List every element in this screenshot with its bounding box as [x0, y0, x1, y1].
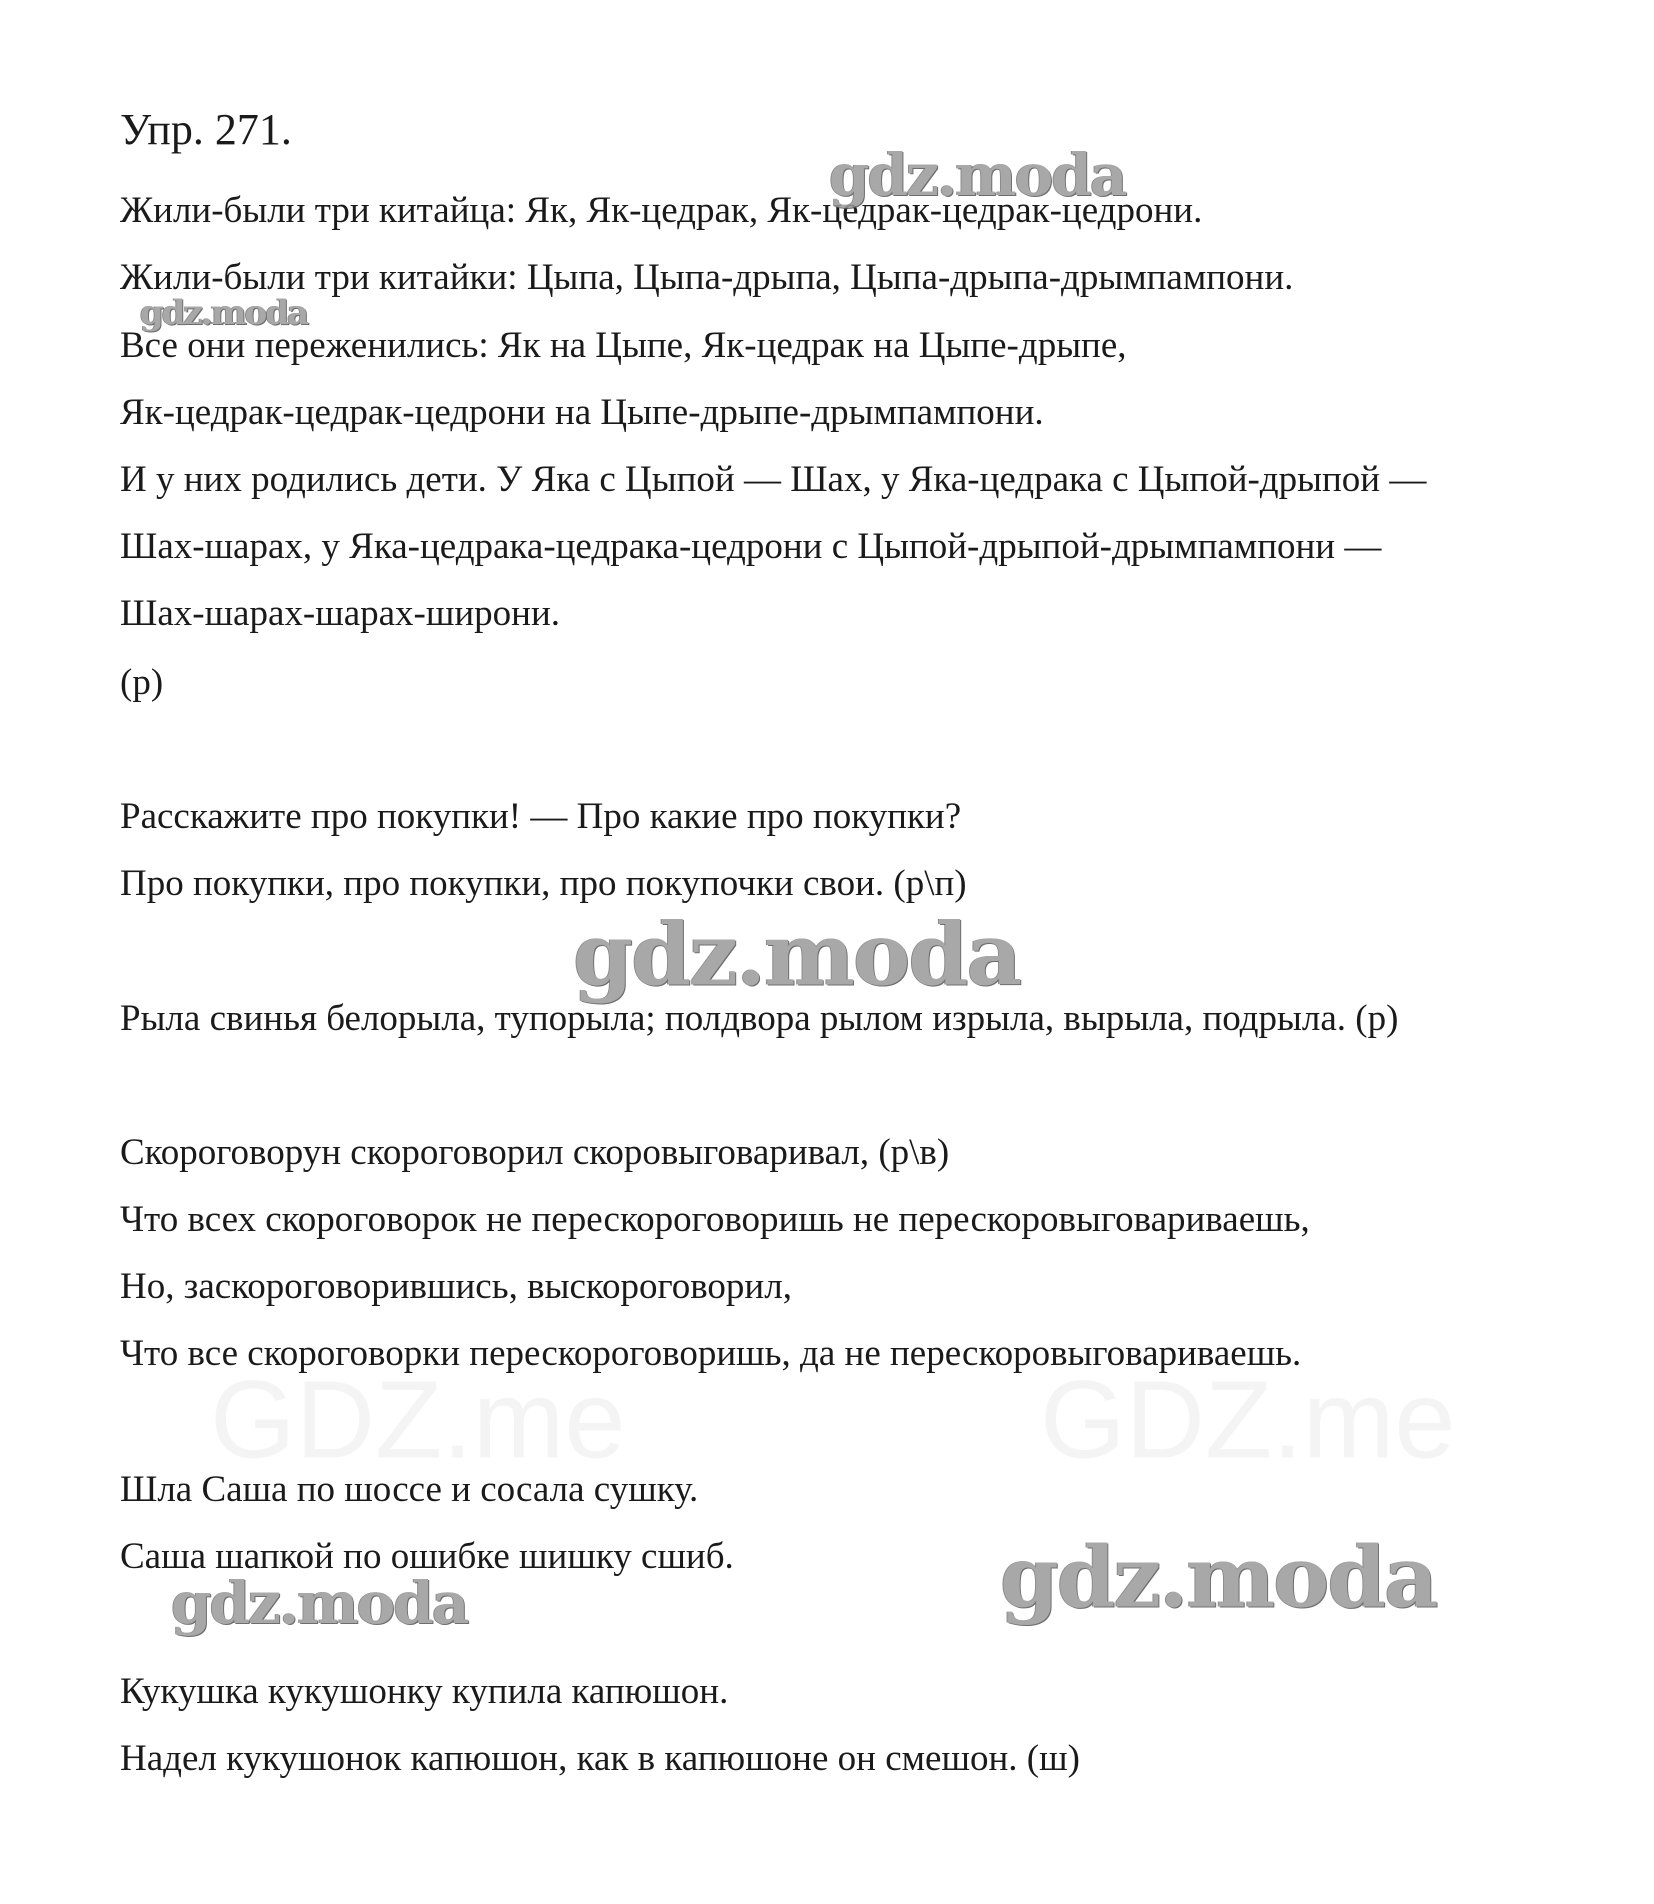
- text-line: Что все скороговорки перескороговоришь, да не перескоровыговариваешь.: [120, 1333, 1302, 1374]
- watermark: gdz.moda: [573, 904, 1021, 1006]
- text-line: Про покупки, про покупки, про покупочки свои. (р\п): [120, 863, 967, 904]
- watermark: gdz.moda: [829, 141, 1126, 209]
- text-line: Расскажите про покупки! — Про какие про покупки?: [120, 796, 962, 837]
- text-line: Но, заскороговорившись, выскороговорил,: [120, 1266, 792, 1307]
- text-line: Шах-шарах, у Яка-цедрака-цедрака-цедрони с Цыпой-дрыпой-дрымпампони —: [120, 526, 1382, 567]
- exercise-title: Упр. 271.: [120, 105, 292, 154]
- text-line: Кукушка кукушонку купила капюшон.: [120, 1671, 729, 1712]
- text-line: (р): [120, 662, 164, 703]
- text-line: Надел кукушонок капюшон, как в капюшоне он смешон. (ш): [120, 1738, 1080, 1779]
- text-line: Жили-были три китайки: Цыпа, Цыпа-дрыпа, Цыпа-дрыпа-дрымпампони.: [120, 257, 1294, 298]
- watermark: gdz.moda: [140, 293, 308, 333]
- text-line: Як-цедрак-цедрак-цедрони на Цыпе-дрыпе-дрымпампони.: [120, 392, 1044, 433]
- text-line: Шла Саша по шоссе и сосала сушку.: [120, 1469, 699, 1510]
- text-line: Саша шапкой по ошибке шишку сшиб.: [120, 1536, 734, 1577]
- text-line: Что всех скороговорок не перескороговоришь не перескоровыговариваешь,: [120, 1199, 1310, 1240]
- text-line: Жили-были три китайца: Як, Як-цедрак, Як-цедрак-цедрак-цедрони.: [120, 190, 1203, 231]
- ghost-watermark: GDZ.me: [1040, 1358, 1456, 1482]
- text-line: Шах-шарах-шарах-широни.: [120, 593, 561, 634]
- text-line: И у них родились дети. У Яка с Цыпой — Шах, у Яка-цедрака с Цыпой-дрыпой —: [120, 459, 1427, 500]
- ghost-watermark: GDZ.me: [210, 1358, 626, 1482]
- watermark: gdz.moda: [171, 1569, 468, 1637]
- watermark: gdz.moda: [1000, 1527, 1437, 1627]
- text-line: Все они переженились: Як на Цыпе, Як-цедрак на Цыпе-дрыпе,: [120, 325, 1127, 366]
- text-line: Скороговорун скороговорил скоровыговаривал, (р\в): [120, 1132, 950, 1173]
- text-line: Рыла свинья белорыла, тупорыла; полдвора рылом изрыла, вырыла, подрыла. (р): [120, 998, 1399, 1039]
